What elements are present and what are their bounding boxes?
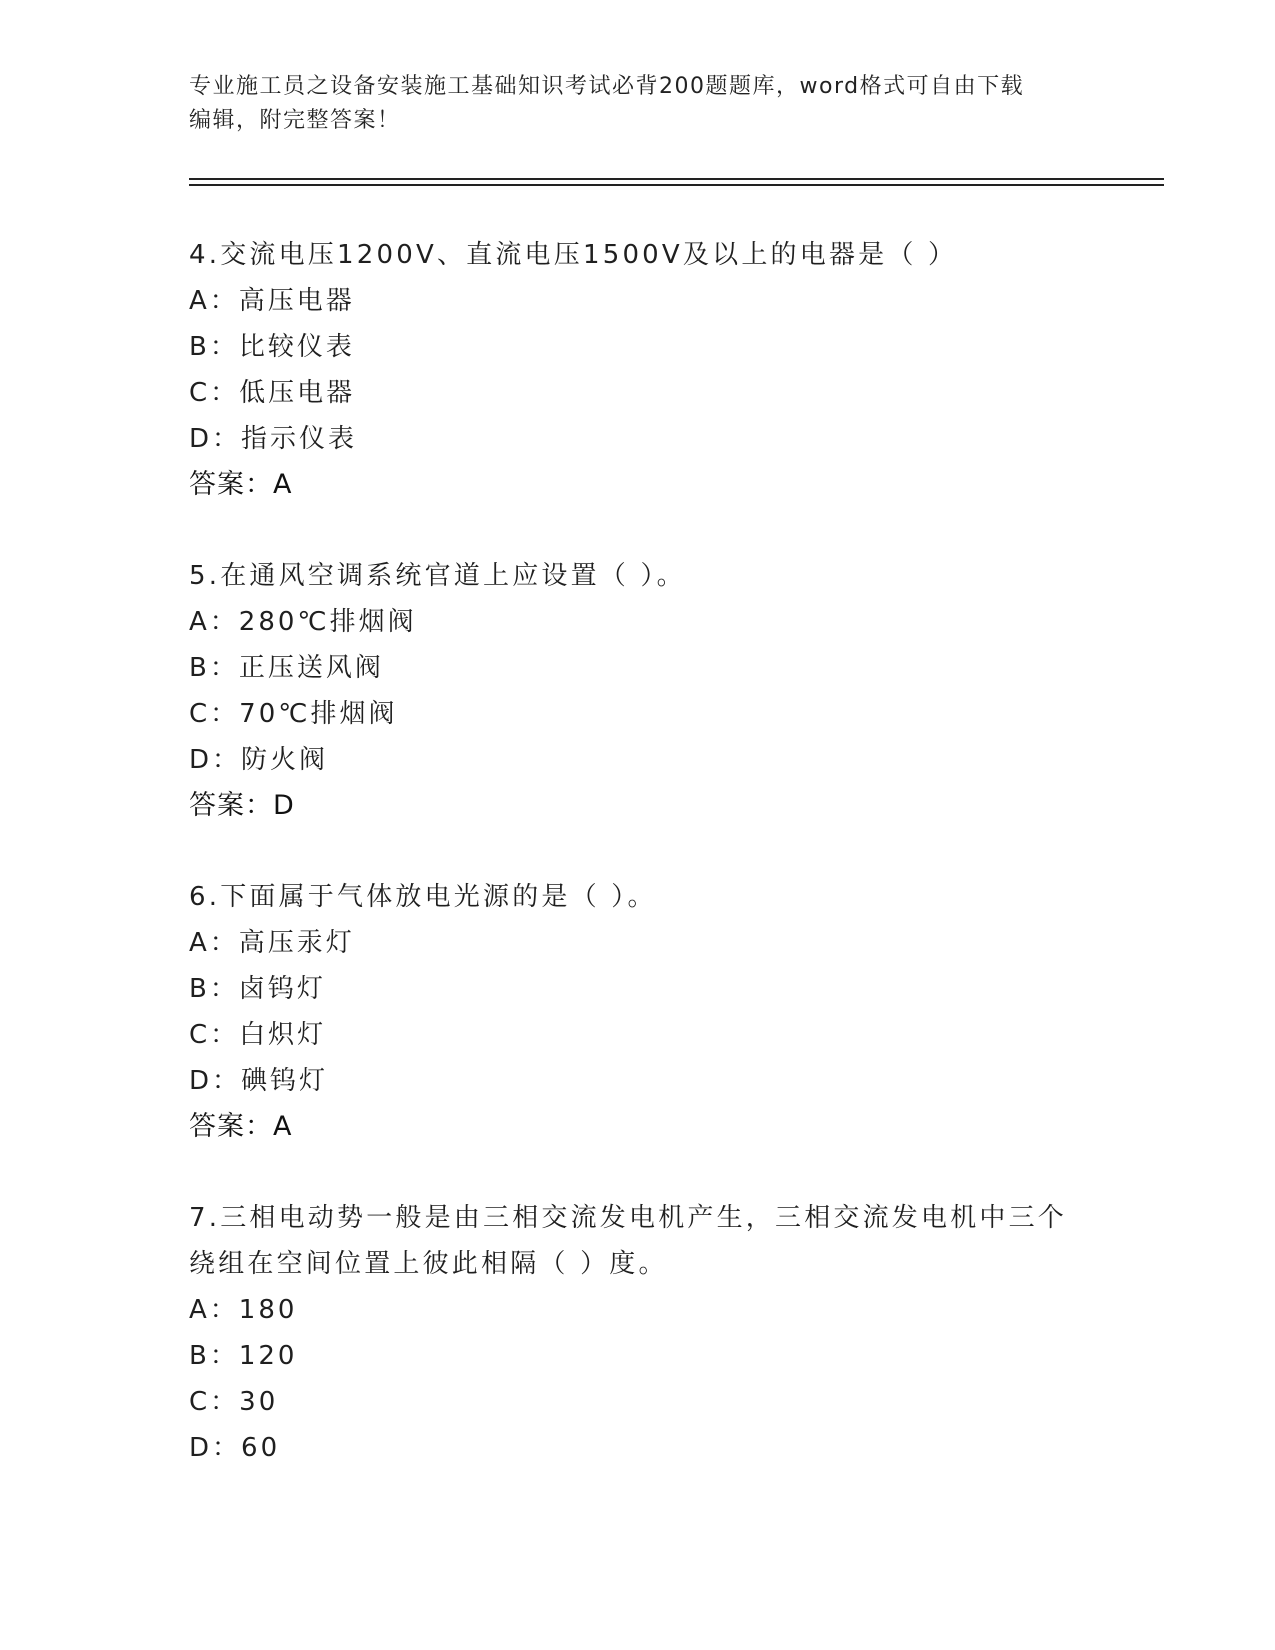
question-list <box>189 232 1089 1516</box>
question-5 <box>189 553 1089 829</box>
question-6 <box>189 874 1089 1150</box>
option-d: D：指示仪表 <box>189 424 358 454</box>
header-line-2: 编辑，附完整答案！ <box>189 108 401 133</box>
option-d: D：60 <box>189 1433 281 1463</box>
question-stem-line-2: 绕组在空间位置上彼此相隔（ ）度。 <box>189 1249 668 1279</box>
option-c: C：30 <box>189 1387 279 1417</box>
option-c: C：70℃排烟阀 <box>189 699 398 729</box>
answer-line: 答案：A <box>189 469 293 500</box>
document-header <box>189 70 1069 138</box>
option-c: C：低压电器 <box>189 378 356 408</box>
option-d: D：防火阀 <box>189 745 329 775</box>
question-4 <box>189 232 1089 508</box>
question-stem: 6.下面属于气体放电光源的是（ ）。 <box>189 882 657 912</box>
header-divider-top <box>189 178 1164 180</box>
option-a: A：高压电器 <box>189 286 355 316</box>
answer-line: 答案：D <box>189 790 295 821</box>
option-d: D：碘钨灯 <box>189 1066 329 1096</box>
question-stem-line-1: 7.三相电动势一般是由三相交流发电机产生，三相交流发电机中三个 <box>189 1203 1068 1233</box>
option-a: A：高压汞灯 <box>189 928 355 958</box>
question-7 <box>189 1195 1089 1471</box>
option-b: B：卤钨灯 <box>189 974 326 1004</box>
answer-line: 答案：A <box>189 1111 293 1142</box>
header-divider-bottom <box>189 184 1164 186</box>
question-stem: 5.在通风空调系统官道上应设置（ ）。 <box>189 561 686 591</box>
option-c: C：白炽灯 <box>189 1020 327 1050</box>
option-b: B：120 <box>189 1341 298 1371</box>
header-line-1: 专业施工员之设备安装施工基础知识考试必背200题题库，word格式可自由下载 <box>189 74 1025 99</box>
option-b: B：比较仪表 <box>189 332 355 362</box>
option-a: A：280℃排烟阀 <box>189 607 417 637</box>
option-b: B：正压送风阀 <box>189 653 384 683</box>
option-a: A：180 <box>189 1295 298 1325</box>
question-stem: 4.交流电压1200V、直流电压1500V及以上的电器是（ ） <box>189 240 958 270</box>
